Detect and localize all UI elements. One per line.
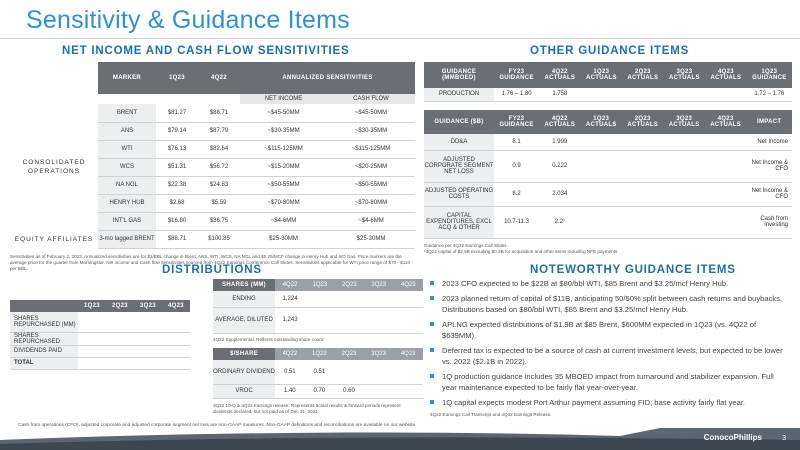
per-share-value: [334, 360, 364, 384]
other-guidance-section-title: OTHER GUIDANCE ITEMS: [530, 45, 690, 57]
value-cell: ~$20-25MM: [327, 158, 415, 176]
value-cell: $88.71: [198, 104, 240, 122]
production-value: 1.758: [539, 88, 581, 101]
per-share-value: [393, 384, 423, 398]
value-cell: $24.83: [198, 176, 240, 194]
cost-label: ADJUSTED CORPORATE SEGMENT NET LOSS: [424, 150, 494, 182]
shares-header: 4Q23: [393, 279, 423, 291]
production-guidance-table: [424, 62, 792, 102]
consolidated-operations-label: CONSOLIDATED OPERATIONS: [22, 158, 86, 175]
subheader-net-income: NET INCOME: [240, 94, 327, 104]
cost-label: CAPITAL EXPENDITURES, EXCL ACQ & OTHER: [424, 206, 494, 238]
cost-value: [705, 182, 746, 206]
sensitivity-table-wrap: [10, 62, 415, 272]
noteworthy-item: 2023 planned return of capital of $11B, anticipating 50/50% split between cash returns and buybacks. Distributions based on $80/bbl WTI, $85 Brent and $3.25/mcf Henry Hub.: [430, 293, 790, 315]
sensitivity-row: [10, 104, 415, 122]
shares-value: 1,243: [275, 307, 305, 333]
per-share-table: [213, 348, 423, 399]
cost-value: 0.9: [494, 150, 539, 182]
per-share-value: 0.51: [305, 360, 335, 384]
production-header: 1Q23 ACTUALS: [581, 62, 623, 88]
shares-value: [393, 307, 423, 333]
cost-row: [424, 150, 792, 182]
header-marker: MARKER: [98, 62, 156, 94]
header-annualized: ANNUALIZED SENSITIVITIES: [240, 62, 415, 94]
cost-value: [622, 150, 663, 182]
sensitivity-corner: [10, 62, 98, 94]
cost-value: [581, 134, 622, 150]
shares-value: [305, 307, 334, 333]
cost-value: 0.222: [539, 150, 580, 182]
per-share-value: [364, 360, 394, 384]
value-cell: ~$45-50MM: [240, 104, 327, 122]
shares-value: [335, 307, 364, 333]
cost-header: 3Q23 ACTUALS: [663, 110, 704, 134]
impact-cell: Cash from investing: [746, 206, 792, 238]
production-header: 4Q22 ACTUALS: [539, 62, 581, 88]
production-value: 1.76 – 1.80: [494, 88, 539, 101]
noteworthy-item: 2023 CFO expected to be $22B at $80/bbl WTI, $85 Brent and $3.25/mcf Henry Hub.: [430, 278, 790, 289]
production-value: 1.72 – 1.76: [747, 88, 792, 101]
value-cell: $76.13: [156, 140, 198, 158]
marker-cell: INT'L GAS: [98, 212, 156, 230]
per-share-value: 0.51: [275, 360, 305, 384]
distributions-header: 1Q23: [78, 300, 106, 312]
value-cell: $79.14: [156, 122, 198, 140]
distributions-value: [78, 332, 106, 345]
distributions-value: [78, 312, 106, 332]
shares-value: [364, 307, 393, 333]
value-cell: $81.27: [156, 104, 198, 122]
conocophillips-logo: ConocoPhillips: [703, 433, 762, 442]
cost-value: [705, 134, 746, 150]
value-cell: ~$115-125MM: [327, 140, 415, 158]
per-share-value: [393, 360, 423, 384]
value-cell: ~$70-80MM: [327, 194, 415, 212]
noteworthy-section-title: NOTEWORTHY GUIDANCE ITEMS: [530, 264, 736, 276]
cost-value: [663, 134, 704, 150]
guidance-note-1: Guidance per 4Q22 Earnings Call Slides.: [424, 242, 508, 248]
shares-header: 3Q23: [364, 279, 393, 291]
cost-value: [622, 206, 663, 238]
shares-header: 1Q23: [305, 279, 334, 291]
value-cell: $56.72: [198, 158, 240, 176]
distributions-row: [10, 332, 190, 345]
cost-value: [622, 182, 663, 206]
distributions-label: TOTAL: [10, 357, 78, 369]
production-header: 1Q23 GUIDANCE: [747, 62, 792, 88]
per-share-header: 3Q23: [364, 348, 394, 360]
marker-cell: WTI: [98, 140, 156, 158]
per-share-row: [213, 360, 423, 384]
value-cell: $5.59: [198, 194, 240, 212]
cost-value: [705, 206, 746, 238]
value-cell: ~$50-55MM: [327, 176, 415, 194]
cost-row: [424, 134, 792, 150]
distributions-value: [78, 357, 106, 369]
subheader-spacer: [10, 94, 240, 104]
footer-disclaimer: Cash from operations (CFO), adjusted corporate and adjusted corporate segment net loss are non-GAAP measures. Non-GAAP definitions and reconciliations are available on our website.: [18, 423, 417, 428]
shares-header: 4Q22: [275, 279, 305, 291]
shares-label: ENDING: [213, 291, 275, 307]
marker-cell: BRENT: [98, 104, 156, 122]
impact-cell: Net Income & CFO: [746, 182, 792, 206]
production-header: 4Q23 ACTUALS: [705, 62, 747, 88]
cost-value: 10.7-11.3: [494, 206, 539, 238]
distributions-value: [162, 312, 190, 332]
cost-header: GUIDANCE ($B): [424, 110, 494, 134]
shares-note: 4Q22 Supplemental. Reflects outstanding share count.: [213, 336, 325, 342]
per-share-value: 1.40: [275, 384, 305, 398]
distributions-value: [162, 332, 190, 345]
cost-value: 8.2: [494, 182, 539, 206]
production-header: 2Q23 ACTUALS: [622, 62, 664, 88]
shares-value: [364, 291, 393, 307]
distributions-value: [106, 357, 134, 369]
guidance-note-2: ¹4Q22 capital of $2.5B excluding $0.3B for acquisition and other items including NFE payments.: [424, 248, 619, 254]
distributions-left-wrap: [10, 300, 190, 370]
shares-table-wrap: [213, 279, 423, 343]
cost-header: 1Q23 ACTUALS: [581, 110, 622, 134]
per-share-note: 3Q22 10-Q & 4Q22 Earnings release; Represents actual results & forward periods represent dividends declared, but not paid as of Dec 31, 2022.: [213, 402, 401, 414]
shares-row: [213, 291, 423, 307]
value-cell: $16.80: [156, 212, 198, 230]
distributions-value: [134, 312, 162, 332]
marker-cell: ANS: [98, 122, 156, 140]
value-cell: ~$50-55MM: [240, 176, 327, 194]
cost-row: [424, 206, 792, 238]
distributions-value: [134, 345, 162, 357]
sensitivities-section-title: NET INCOME AND CASH FLOW SENSITIVITIES: [62, 45, 350, 57]
distributions-header: 4Q23: [162, 300, 190, 312]
distributions-value: [106, 312, 134, 332]
distributions-value: [78, 345, 106, 357]
production-value: [664, 88, 706, 101]
distributions-value: [134, 332, 162, 345]
noteworthy-item: Deferred tax is expected to be a source of cash at current investment levels, but expected to be lower vs. 2022 ($2.1B in 2022).: [430, 345, 790, 367]
value-cell: $2.68: [156, 194, 198, 212]
marker-cell: HENRY HUB: [98, 194, 156, 212]
per-share-row: [213, 384, 423, 398]
sensitivity-note: Sensitivities as of February 2, 2023. Annualized sensitivities are for $1/BBL change in Brent, ANS, WTI, WCS, NA NGL and $0.25/MCF change in Henry Hub and Int'l Gas. Price markers are the average price for the quarter from Morningstar. Net income and Cash flow sensitivities sourced from 4Q22 Earnings Conference Call Slides. Sensitivities applicable for WTI price range of $70 - $110 per BBL.: [10, 253, 411, 271]
distributions-value: [106, 345, 134, 357]
impact-cell: Net Income: [746, 134, 792, 150]
noteworthy-item: 1Q production guidance includes 35 MBOED impact from turnaround and stabilizer expansion. Full year maintenance expected to be fairly flat year-over-year.: [430, 371, 790, 393]
shares-value: 1,224: [275, 291, 305, 307]
subheader-cash-flow: CASH FLOW: [327, 94, 415, 104]
cost-header: FY23 GUIDANCE: [494, 110, 539, 134]
equity-affiliates-label: EQUITY AFFILIATES: [14, 235, 94, 243]
per-share-header: 4Q22: [275, 348, 305, 360]
value-cell: ~$4-6MM: [240, 212, 327, 230]
value-cell: $51.31: [156, 158, 198, 176]
per-share-value: 0.70: [305, 384, 335, 398]
cost-value: [705, 150, 746, 182]
cost-value: 2.034: [539, 182, 580, 206]
distributions-header: [10, 300, 78, 312]
cost-value: 8.1: [494, 134, 539, 150]
cost-value: [663, 150, 704, 182]
distributions-row: [10, 357, 190, 369]
value-cell: ~$30-35MM: [327, 122, 415, 140]
per-share-label: VROC: [213, 384, 275, 398]
distributions-row: [10, 312, 190, 332]
per-share-header: 4Q23: [393, 348, 423, 360]
production-label: PRODUCTION: [424, 88, 494, 101]
value-cell: $22.38: [156, 176, 198, 194]
per-share-value: [364, 384, 394, 398]
equity-net-income: $25-30MM: [240, 230, 327, 248]
per-share-header: 1Q23: [305, 348, 335, 360]
value-cell: $87.79: [198, 122, 240, 140]
header-1q23: 1Q23: [156, 62, 198, 94]
per-share-value: 0.60: [334, 384, 364, 398]
value-cell: $82.64: [198, 140, 240, 158]
value-cell: ~$45-50MM: [327, 104, 415, 122]
shares-table: [213, 279, 423, 334]
per-share-header: 2Q23: [334, 348, 364, 360]
shares-header: 2Q23: [335, 279, 364, 291]
cost-value: [581, 182, 622, 206]
equity-1q23: $88.71: [156, 230, 198, 248]
noteworthy-item: 1Q capital expects modest Port Arthur payment assuming FID; base activity fairly flat year.: [430, 397, 790, 408]
shares-value: [335, 291, 364, 307]
value-cell: ~$15-20MM: [240, 158, 327, 176]
cost-row: [424, 182, 792, 206]
production-header: GUIDANCE (MMBOED): [424, 62, 494, 88]
distributions-value: [106, 332, 134, 345]
distributions-value: [134, 357, 162, 369]
production-value: [705, 88, 747, 101]
production-header: FY23 GUIDANCE: [494, 62, 539, 88]
shares-label: AVERAGE, DILUTED: [213, 307, 275, 333]
cost-guidance-table: [424, 110, 792, 239]
distributions-label: DIVIDENDS PAID: [10, 345, 78, 357]
noteworthy-item: APLNG expected distributions of $1.9B at $85 Brent, $600MM expected in 1Q23 (vs. 4Q22 of $639MM).: [430, 319, 790, 341]
sensitivity-table: [10, 62, 415, 249]
value-cell: $36.75: [198, 212, 240, 230]
shares-header: SHARES (MM): [213, 279, 275, 291]
footer-bar: [0, 428, 800, 450]
equity-4q22: $100.85: [198, 230, 240, 248]
marker-cell: WCS: [98, 158, 156, 176]
production-value: [622, 88, 664, 101]
page-number: 3: [782, 435, 786, 442]
noteworthy-note: 4Q22 Earnings Call Transcript and 4Q22 Earnings Release.: [430, 412, 552, 417]
per-share-header: $/SHARE: [213, 348, 275, 360]
distributions-header: 3Q23: [134, 300, 162, 312]
noteworthy-list: [430, 278, 790, 412]
page-title: Sensitivity & Guidance Items: [26, 6, 350, 34]
shares-value: [305, 291, 334, 307]
per-share-label: ORDINARY DIVIDEND: [213, 360, 275, 384]
cost-label: ADJUSTED OPERATING COSTS: [424, 182, 494, 206]
cost-header: 4Q23 ACTUALS: [705, 110, 746, 134]
value-cell: ~$115-125MM: [240, 140, 327, 158]
marker-cell: NA NGL: [98, 176, 156, 194]
distributions-table: [10, 300, 190, 370]
distributions-section-title: DISTRIBUTIONS: [162, 264, 262, 276]
cost-value: [663, 182, 704, 206]
distributions-label: SHARES REPURCHASED: [10, 332, 78, 345]
cost-label: DD&A: [424, 134, 494, 150]
per-share-table-wrap: [213, 348, 423, 415]
production-guidance-wrap: [424, 62, 792, 102]
equity-cash-flow: $25-30MM: [327, 230, 415, 248]
cost-header: 4Q22 ACTUALS: [539, 110, 580, 134]
equity-marker: 3-mo lagged BRENT: [98, 230, 156, 248]
cost-value: [663, 206, 704, 238]
cost-value: [581, 206, 622, 238]
impact-cell: Net Income & CFO: [746, 150, 792, 182]
cost-header: 2Q23 ACTUALS: [622, 110, 663, 134]
cost-value: [622, 134, 663, 150]
value-cell: ~$70-80MM: [240, 194, 327, 212]
distributions-value: [162, 357, 190, 369]
title-divider: [0, 38, 800, 39]
distributions-header: 2Q23: [106, 300, 134, 312]
header-4q22: 4Q22: [198, 62, 240, 94]
production-header: 3Q23 ACTUALS: [664, 62, 706, 88]
cost-header: IMPACT: [746, 110, 792, 134]
distributions-label: SHARES REPURCHASED (MM): [10, 312, 78, 332]
shares-value: [393, 291, 423, 307]
cost-guidance-wrap: [424, 110, 792, 255]
distributions-value: [162, 345, 190, 357]
cost-value: 1.999: [539, 134, 580, 150]
value-cell: ~$30-35MM: [240, 122, 327, 140]
distributions-row: [10, 345, 190, 357]
cost-value: 2.2¹: [539, 206, 580, 238]
production-value: [581, 88, 623, 101]
cost-value: [581, 150, 622, 182]
value-cell: ~$4-6MM: [327, 212, 415, 230]
shares-row: [213, 307, 423, 333]
